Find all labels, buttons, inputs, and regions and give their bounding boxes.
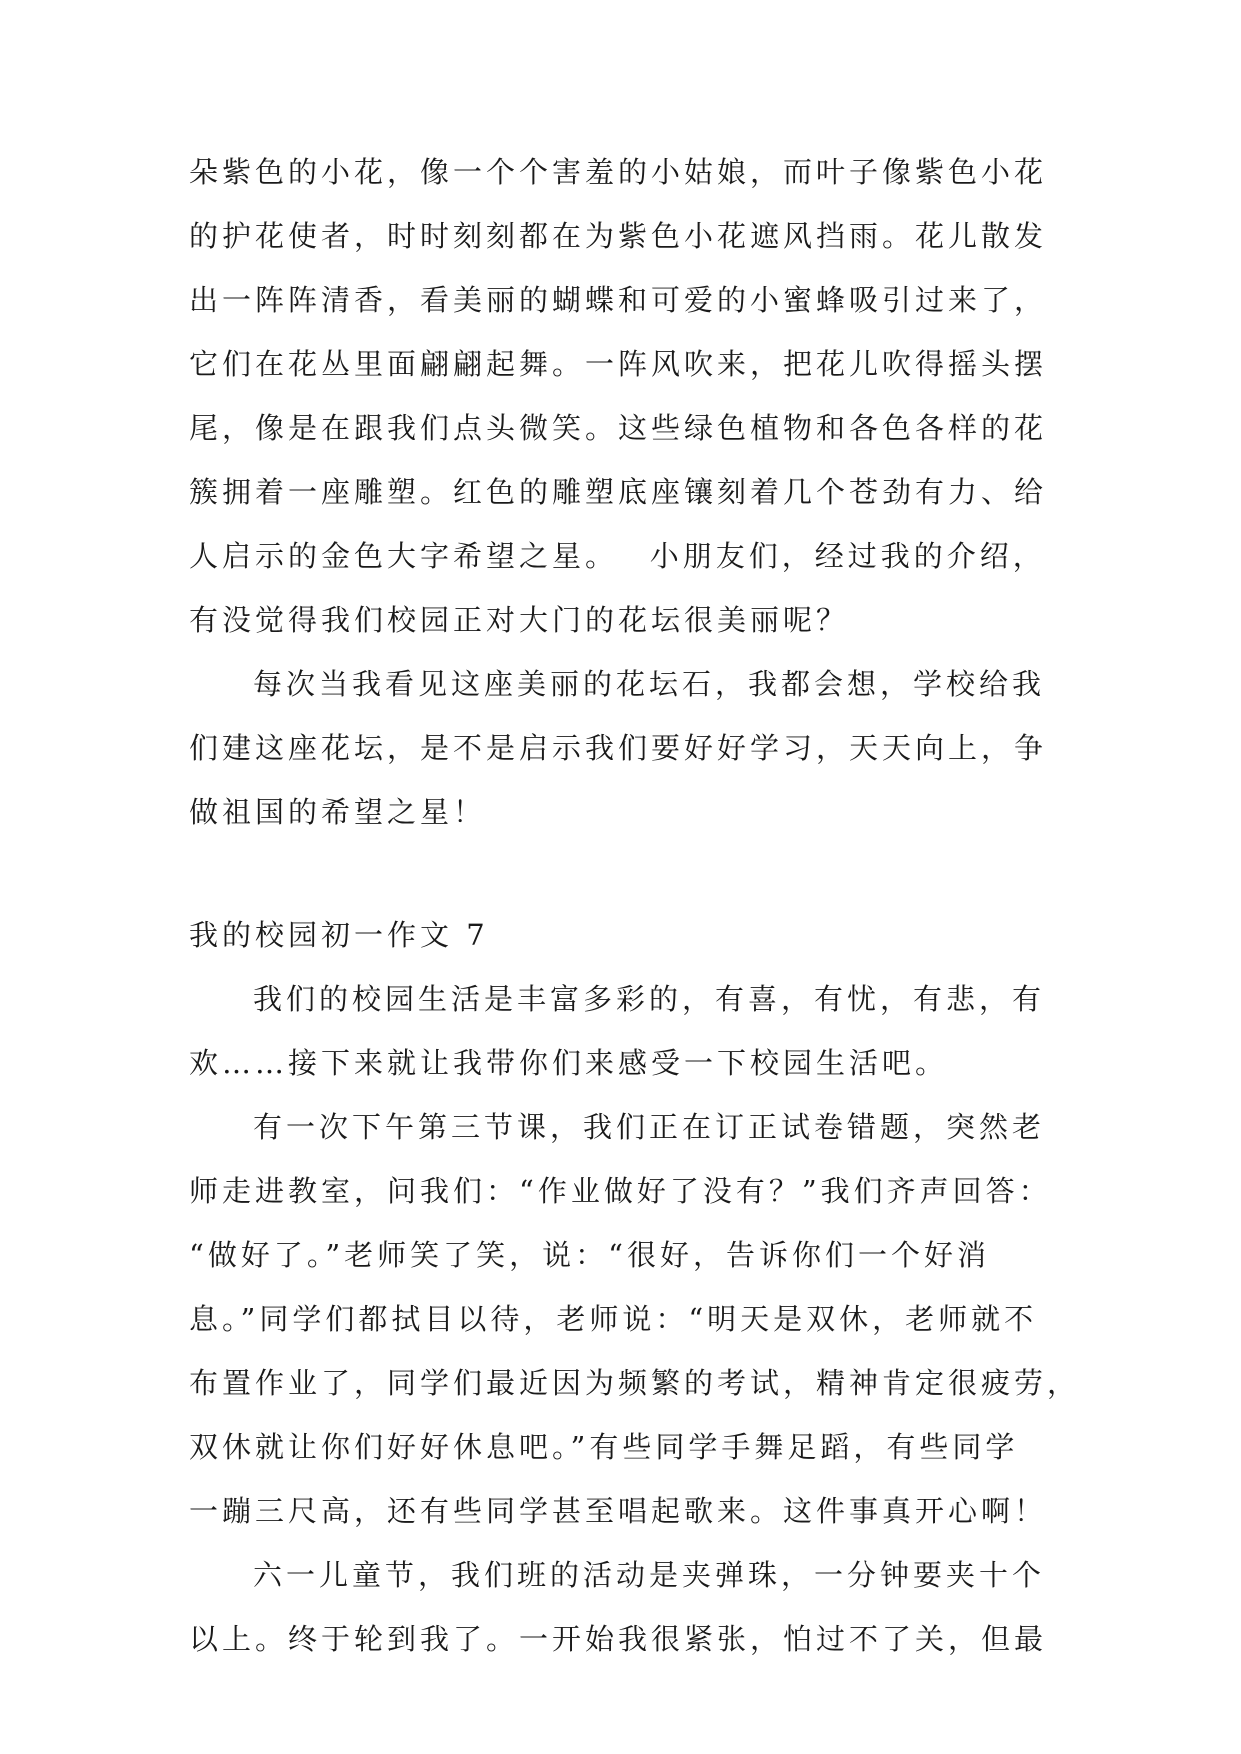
text-line: 的护花使者，时时刻刻都在为紫色小花遮风挡雨。花儿散发	[189, 219, 1048, 253]
paragraph-flower-bed	[189, 140, 1069, 652]
text-line: 人启示的金色大字希望之星。 小朋友们，经过我的介绍，	[189, 539, 1046, 573]
text-line: 们建这座花坛，是不是启示我们要好好学习，天天向上，争	[189, 731, 1048, 765]
paragraph-no-homework	[189, 1095, 1081, 1543]
text-line: 息。”同学们都拭目以待，老师说：“明天是双休，老师就不	[189, 1302, 1038, 1336]
text-line: 有一次下午第三节课，我们正在订正试卷错题，突然老	[253, 1110, 1046, 1144]
text-line: 布置作业了，同学们最近因为频繁的考试，精神肯定很疲劳，	[189, 1366, 1081, 1400]
text-line: 朵紫色的小花，像一个个害羞的小姑娘，而叶子像紫色小花	[189, 155, 1048, 189]
paragraph-school-life	[189, 967, 1069, 1095]
section-spacer	[189, 844, 1069, 903]
text-line: 我们的校园生活是丰富多彩的，有喜，有忧，有悲，有	[253, 982, 1046, 1016]
document-page	[189, 140, 1081, 1671]
text-line: 有没觉得我们校园正对大门的花坛很美丽呢？	[189, 603, 850, 637]
text-line: 欢……接下来就让我带你们来感受一下校园生活吧。	[189, 1046, 949, 1080]
text-line: 双休就让你们好好休息吧。”有些同学手舞足蹈，有些同学	[189, 1430, 1019, 1464]
text-line: 出一阵阵清香，看美丽的蝴蝶和可爱的小蜜蜂吸引过来了，	[189, 283, 1048, 317]
text-line: 师走进教室，问我们：“作业做好了没有？”我们齐声回答：	[189, 1174, 1052, 1208]
text-line: 它们在花丛里面翩翩起舞。一阵风吹来，把花儿吹得摇头摆	[189, 347, 1048, 381]
paragraph-star-of-hope	[189, 652, 1069, 844]
section-title: 我的校园初一作文 7	[189, 918, 489, 952]
paragraph-childrens-day	[189, 1543, 1069, 1671]
text-line: 以上。终于轮到我了。一开始我很紧张，怕过不了关，但最	[189, 1622, 1048, 1656]
text-line: 一蹦三尺高，还有些同学甚至唱起歌来。这件事真开心啊！	[189, 1494, 1048, 1528]
text-line: 做祖国的希望之星！	[189, 795, 487, 829]
text-line: 六一儿童节，我们班的活动是夹弹珠，一分钟要夹十个	[253, 1558, 1046, 1592]
text-line: 簇拥着一座雕塑。红色的雕塑底座镶刻着几个苍劲有力、给	[189, 475, 1048, 509]
text-line: 尾，像是在跟我们点头微笑。这些绿色植物和各色各样的花	[189, 411, 1048, 445]
text-line: 每次当我看见这座美丽的花坛石，我都会想，学校给我	[253, 667, 1046, 701]
text-line: “做好了。”老师笑了笑，说：“很好，告诉你们一个好消	[189, 1238, 990, 1272]
